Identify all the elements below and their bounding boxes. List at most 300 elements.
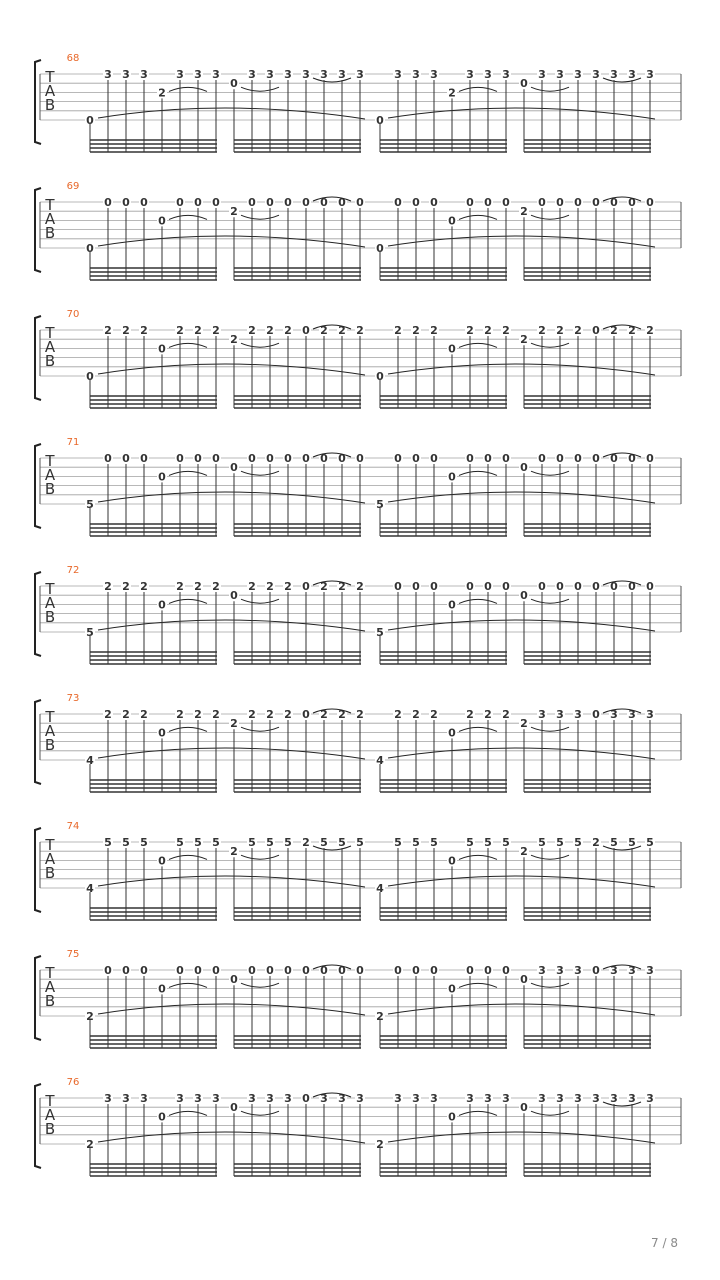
tab-clef-letter: B xyxy=(44,1120,56,1138)
fret-number-treble: 2 xyxy=(176,580,184,593)
fret-number-treble: 0 xyxy=(104,964,112,977)
fret-number-middle: 2 xyxy=(302,836,310,849)
fret-number-treble: 0 xyxy=(320,452,328,465)
fret-number-middle: 0 xyxy=(158,982,166,996)
fret-number-treble: 2 xyxy=(356,580,364,593)
fret-number-treble: 0 xyxy=(502,580,510,593)
measure-number: 74 xyxy=(66,821,80,832)
tie-arc xyxy=(459,471,497,475)
fret-number-treble: 2 xyxy=(412,324,420,337)
fret-number-treble: 0 xyxy=(646,580,654,593)
fret-number-treble: 0 xyxy=(466,580,474,593)
fret-number-treble: 0 xyxy=(122,452,130,465)
fret-number-treble: 3 xyxy=(646,68,654,81)
tab-clef-letter: T xyxy=(45,580,55,598)
fret-number-middle: 0 xyxy=(520,1101,528,1115)
tie-arc xyxy=(531,87,569,91)
slur-arc xyxy=(98,364,365,375)
fret-number-treble: 3 xyxy=(646,708,654,721)
fret-number-treble: 2 xyxy=(212,580,220,593)
fret-number-middle: 2 xyxy=(230,333,238,347)
tie-arc xyxy=(459,87,497,91)
slur-arc xyxy=(98,1132,365,1143)
fret-number-treble: 2 xyxy=(646,324,654,337)
tab-clef-letter: A xyxy=(44,338,56,356)
fret-number-bass: 0 xyxy=(86,114,94,127)
fret-number-treble: 0 xyxy=(502,452,510,465)
fret-number-treble: 2 xyxy=(394,708,402,721)
fret-number-treble: 0 xyxy=(430,452,438,465)
fret-number-treble: 3 xyxy=(574,708,582,721)
fret-number-treble: 2 xyxy=(176,708,184,721)
measure-number: 73 xyxy=(66,693,80,704)
fret-number-treble: 0 xyxy=(430,964,438,977)
tie-arc xyxy=(241,343,279,347)
fret-number-treble: 3 xyxy=(194,1092,202,1105)
fret-number-treble: 3 xyxy=(338,1092,346,1105)
fret-number-treble: 0 xyxy=(484,580,492,593)
fret-number-bass: 4 xyxy=(376,882,384,895)
fret-number-treble: 3 xyxy=(628,68,636,81)
fret-number-treble: 0 xyxy=(394,452,402,465)
fret-number-bass: 2 xyxy=(376,1138,384,1151)
fret-number-middle: 0 xyxy=(592,196,600,209)
fret-number-treble: 2 xyxy=(284,580,292,593)
fret-number-treble: 0 xyxy=(646,452,654,465)
fret-number-middle: 0 xyxy=(448,342,456,356)
fret-number-middle: 0 xyxy=(302,196,310,209)
fret-number-treble: 5 xyxy=(176,836,184,849)
fret-number-treble: 3 xyxy=(556,964,564,977)
fret-number-treble: 2 xyxy=(502,708,510,721)
fret-number-treble: 2 xyxy=(266,580,274,593)
fret-number-treble: 5 xyxy=(502,836,510,849)
fret-number-treble: 0 xyxy=(284,196,292,209)
fret-number-treble: 2 xyxy=(212,708,220,721)
fret-number-treble: 5 xyxy=(194,836,202,849)
fret-number-treble: 3 xyxy=(176,68,184,81)
tab-clef-letter: A xyxy=(44,82,56,100)
fret-number-treble: 0 xyxy=(212,964,220,977)
tab-clef-letter: B xyxy=(44,480,56,498)
fret-number-treble: 2 xyxy=(122,580,130,593)
tab-clef-letter: B xyxy=(44,224,56,242)
tie-arc xyxy=(241,727,279,731)
fret-number-treble: 0 xyxy=(394,196,402,209)
fret-number-treble: 3 xyxy=(412,1092,420,1105)
tab-clef-letter: T xyxy=(45,452,55,470)
fret-number-treble: 2 xyxy=(502,324,510,337)
fret-number-treble: 0 xyxy=(538,452,546,465)
tie-arc xyxy=(169,471,207,475)
fret-number-treble: 0 xyxy=(266,964,274,977)
fret-number-middle: 0 xyxy=(592,580,600,593)
tab-clef-letter: A xyxy=(44,1106,56,1124)
fret-number-treble: 2 xyxy=(284,324,292,337)
fret-number-treble: 0 xyxy=(610,452,618,465)
fret-number-treble: 0 xyxy=(646,196,654,209)
fret-number-treble: 0 xyxy=(212,196,220,209)
fret-number-treble: 0 xyxy=(356,964,364,977)
fret-number-bass: 0 xyxy=(376,114,384,127)
fret-number-treble: 0 xyxy=(122,196,130,209)
fret-number-treble: 5 xyxy=(556,836,564,849)
fret-number-treble: 0 xyxy=(556,196,564,209)
fret-number-treble: 3 xyxy=(430,1092,438,1105)
fret-number-middle: 0 xyxy=(448,1110,456,1124)
tab-clef-letter: T xyxy=(45,68,55,86)
fret-number-treble: 3 xyxy=(248,1092,256,1105)
fret-number-bass: 4 xyxy=(86,882,94,895)
fret-number-treble: 0 xyxy=(556,452,564,465)
fret-number-treble: 3 xyxy=(556,68,564,81)
tab-clef-letter: T xyxy=(45,1092,55,1110)
fret-number-treble: 0 xyxy=(248,196,256,209)
tab-clef-letter: T xyxy=(45,196,55,214)
fret-number-treble: 0 xyxy=(194,964,202,977)
fret-number-middle: 0 xyxy=(302,580,310,593)
tie-arc xyxy=(169,87,207,91)
fret-number-middle: 0 xyxy=(302,452,310,465)
slur-arc xyxy=(388,492,655,503)
fret-number-treble: 3 xyxy=(122,1092,130,1105)
fret-number-treble: 2 xyxy=(194,708,202,721)
tab-clef-letter: B xyxy=(44,608,56,626)
tab-clef-letter: B xyxy=(44,992,56,1010)
fret-number-treble: 0 xyxy=(122,964,130,977)
fret-number-treble: 0 xyxy=(574,452,582,465)
fret-number-treble: 0 xyxy=(430,196,438,209)
fret-number-treble: 0 xyxy=(248,964,256,977)
fret-number-treble: 2 xyxy=(140,324,148,337)
tie-arc xyxy=(531,1111,569,1115)
fret-number-treble: 2 xyxy=(140,708,148,721)
fret-number-bass: 0 xyxy=(86,242,94,255)
fret-number-treble: 3 xyxy=(412,68,420,81)
fret-number-treble: 2 xyxy=(338,580,346,593)
fret-number-middle: 0 xyxy=(158,214,166,228)
fret-number-treble: 3 xyxy=(610,708,618,721)
fret-number-treble: 0 xyxy=(484,452,492,465)
fret-number-treble: 0 xyxy=(466,964,474,977)
fret-number-treble: 3 xyxy=(194,68,202,81)
fret-number-treble: 5 xyxy=(394,836,402,849)
fret-number-treble: 2 xyxy=(574,324,582,337)
measure-number: 71 xyxy=(66,437,80,448)
slur-arc xyxy=(98,108,365,119)
tie-arc xyxy=(459,1111,497,1115)
fret-number-treble: 3 xyxy=(212,68,220,81)
tie-arc xyxy=(459,855,497,859)
fret-number-treble: 5 xyxy=(338,836,346,849)
tab-clef-letter: A xyxy=(44,594,56,612)
fret-number-treble: 2 xyxy=(356,708,364,721)
fret-number-treble: 3 xyxy=(266,1092,274,1105)
fret-number-treble: 3 xyxy=(646,1092,654,1105)
fret-number-treble: 2 xyxy=(556,324,564,337)
fret-number-treble: 3 xyxy=(320,68,328,81)
fret-number-treble: 5 xyxy=(104,836,112,849)
fret-number-treble: 5 xyxy=(430,836,438,849)
tab-clef-letter: A xyxy=(44,722,56,740)
fret-number-treble: 3 xyxy=(104,68,112,81)
fret-number-treble: 0 xyxy=(538,580,546,593)
fret-number-middle: 0 xyxy=(448,214,456,228)
fret-number-middle: 0 xyxy=(592,964,600,977)
tab-clef-letter: B xyxy=(44,864,56,882)
fret-number-treble: 2 xyxy=(628,324,636,337)
fret-number-treble: 3 xyxy=(356,68,364,81)
fret-number-middle: 0 xyxy=(158,1110,166,1124)
fret-number-treble: 2 xyxy=(356,324,364,337)
fret-number-treble: 2 xyxy=(412,708,420,721)
fret-number-treble: 3 xyxy=(610,964,618,977)
fret-number-treble: 0 xyxy=(502,964,510,977)
fret-number-treble: 0 xyxy=(628,196,636,209)
tie-arc xyxy=(531,599,569,603)
fret-number-treble: 2 xyxy=(320,580,328,593)
fret-number-middle: 0 xyxy=(592,708,600,721)
fret-number-middle: 0 xyxy=(230,461,238,475)
fret-number-middle: 0 xyxy=(520,77,528,91)
tie-arc xyxy=(169,343,207,347)
fret-number-middle: 0 xyxy=(158,598,166,612)
fret-number-middle: 3 xyxy=(302,68,310,81)
fret-number-treble: 0 xyxy=(610,196,618,209)
fret-number-middle: 0 xyxy=(448,598,456,612)
tie-arc xyxy=(241,983,279,987)
tie-arc xyxy=(241,599,279,603)
fret-number-treble: 0 xyxy=(412,196,420,209)
fret-number-treble: 0 xyxy=(320,964,328,977)
fret-number-treble: 0 xyxy=(628,580,636,593)
fret-number-treble: 5 xyxy=(212,836,220,849)
fret-number-treble: 0 xyxy=(574,580,582,593)
fret-number-treble: 3 xyxy=(538,68,546,81)
fret-number-treble: 0 xyxy=(574,196,582,209)
fret-number-treble: 5 xyxy=(610,836,618,849)
fret-number-treble: 2 xyxy=(320,708,328,721)
tab-system xyxy=(35,565,681,664)
fret-number-bass: 5 xyxy=(376,626,384,639)
slur-arc xyxy=(388,1132,655,1143)
fret-number-middle: 0 xyxy=(158,342,166,356)
fret-number-treble: 0 xyxy=(356,196,364,209)
tie-arc xyxy=(459,599,497,603)
tab-clef-letter: A xyxy=(44,466,56,484)
tie-arc xyxy=(531,983,569,987)
fret-number-middle: 2 xyxy=(448,86,456,100)
tie-arc xyxy=(169,1111,207,1115)
fret-number-treble: 0 xyxy=(338,452,346,465)
fret-number-treble: 5 xyxy=(628,836,636,849)
fret-number-bass: 0 xyxy=(376,242,384,255)
tie-arc xyxy=(241,215,279,219)
fret-number-treble: 3 xyxy=(176,1092,184,1105)
tab-system xyxy=(35,309,681,408)
fret-number-treble: 3 xyxy=(466,68,474,81)
slur-arc xyxy=(388,1004,655,1015)
tie-arc xyxy=(459,215,497,219)
tie-arc xyxy=(531,471,569,475)
fret-number-treble: 3 xyxy=(646,964,654,977)
tie-arc xyxy=(531,855,569,859)
tab-clef-letter: T xyxy=(45,964,55,982)
fret-number-treble: 0 xyxy=(176,964,184,977)
fret-number-treble: 0 xyxy=(466,196,474,209)
fret-number-treble: 0 xyxy=(284,964,292,977)
fret-number-middle: 2 xyxy=(230,717,238,731)
fret-number-treble: 0 xyxy=(104,196,112,209)
measure-number: 75 xyxy=(66,949,80,960)
fret-number-bass: 0 xyxy=(86,370,94,383)
fret-number-middle: 2 xyxy=(592,836,600,849)
fret-number-treble: 2 xyxy=(248,580,256,593)
fret-number-treble: 0 xyxy=(610,580,618,593)
fret-number-middle: 0 xyxy=(302,1092,310,1105)
fret-number-treble: 2 xyxy=(212,324,220,337)
fret-number-treble: 2 xyxy=(466,708,474,721)
slur-arc xyxy=(98,492,365,503)
fret-number-treble: 2 xyxy=(248,708,256,721)
fret-number-treble: 3 xyxy=(140,1092,148,1105)
fret-number-treble: 0 xyxy=(412,452,420,465)
fret-number-treble: 5 xyxy=(646,836,654,849)
fret-number-treble: 3 xyxy=(356,1092,364,1105)
fret-number-treble: 3 xyxy=(484,1092,492,1105)
fret-number-treble: 3 xyxy=(338,68,346,81)
fret-number-treble: 5 xyxy=(356,836,364,849)
fret-number-middle: 2 xyxy=(230,205,238,219)
tab-clef-letter: A xyxy=(44,850,56,868)
measure-number: 76 xyxy=(66,1077,80,1088)
fret-number-middle: 0 xyxy=(448,982,456,996)
fret-number-middle: 2 xyxy=(520,845,528,859)
fret-number-middle: 0 xyxy=(448,726,456,740)
measure-number: 70 xyxy=(66,309,80,320)
fret-number-middle: 0 xyxy=(520,973,528,987)
fret-number-middle: 0 xyxy=(520,461,528,475)
fret-number-middle: 0 xyxy=(230,973,238,987)
tie-arc xyxy=(459,343,497,347)
fret-number-treble: 0 xyxy=(430,580,438,593)
fret-number-middle: 0 xyxy=(302,324,310,337)
fret-number-treble: 3 xyxy=(538,1092,546,1105)
tab-clef-letter: A xyxy=(44,210,56,228)
fret-number-middle: 0 xyxy=(520,589,528,603)
fret-number-middle: 2 xyxy=(158,86,166,100)
fret-number-treble: 5 xyxy=(140,836,148,849)
fret-number-treble: 2 xyxy=(538,324,546,337)
fret-number-treble: 3 xyxy=(502,68,510,81)
tie-arc xyxy=(531,343,569,347)
fret-number-treble: 3 xyxy=(574,68,582,81)
fret-number-treble: 0 xyxy=(104,452,112,465)
fret-number-treble: 3 xyxy=(538,708,546,721)
tie-arc xyxy=(459,983,497,987)
fret-number-treble: 2 xyxy=(394,324,402,337)
fret-number-treble: 0 xyxy=(412,580,420,593)
fret-number-treble: 0 xyxy=(176,196,184,209)
tab-system xyxy=(35,949,681,1048)
fret-number-treble: 2 xyxy=(194,580,202,593)
fret-number-treble: 0 xyxy=(140,452,148,465)
fret-number-treble: 2 xyxy=(320,324,328,337)
fret-number-treble: 5 xyxy=(574,836,582,849)
fret-number-treble: 3 xyxy=(122,68,130,81)
fret-number-treble: 0 xyxy=(212,452,220,465)
tie-arc xyxy=(241,87,279,91)
fret-number-treble: 5 xyxy=(320,836,328,849)
fret-number-treble: 0 xyxy=(248,452,256,465)
tab-system xyxy=(35,437,681,536)
fret-number-treble: 3 xyxy=(574,1092,582,1105)
tab-clef-letter: T xyxy=(45,324,55,342)
slur-arc xyxy=(98,236,365,247)
fret-number-treble: 5 xyxy=(484,836,492,849)
slur-arc xyxy=(98,748,365,759)
fret-number-treble: 2 xyxy=(266,324,274,337)
fret-number-bass: 5 xyxy=(86,626,94,639)
fret-number-treble: 2 xyxy=(338,324,346,337)
fret-number-treble: 3 xyxy=(610,68,618,81)
fret-number-middle: 0 xyxy=(592,452,600,465)
fret-number-middle: 2 xyxy=(230,845,238,859)
fret-number-treble: 0 xyxy=(466,452,474,465)
measure-number: 68 xyxy=(66,53,80,64)
fret-number-treble: 3 xyxy=(628,708,636,721)
tie-arc xyxy=(531,727,569,731)
tie-arc xyxy=(169,983,207,987)
fret-number-bass: 5 xyxy=(376,498,384,511)
fret-number-treble: 2 xyxy=(176,324,184,337)
fret-number-treble: 3 xyxy=(466,1092,474,1105)
fret-number-treble: 5 xyxy=(248,836,256,849)
fret-number-treble: 3 xyxy=(430,68,438,81)
fret-number-treble: 2 xyxy=(430,708,438,721)
tie-arc xyxy=(169,855,207,859)
fret-number-treble: 0 xyxy=(356,452,364,465)
fret-number-treble: 2 xyxy=(610,324,618,337)
fret-number-treble: 2 xyxy=(430,324,438,337)
fret-number-treble: 3 xyxy=(574,964,582,977)
fret-number-treble: 0 xyxy=(338,196,346,209)
tab-clef-letter: T xyxy=(45,708,55,726)
fret-number-treble: 0 xyxy=(194,452,202,465)
fret-number-treble: 3 xyxy=(104,1092,112,1105)
fret-number-treble: 2 xyxy=(104,580,112,593)
fret-number-treble: 3 xyxy=(248,68,256,81)
tie-arc xyxy=(241,471,279,475)
fret-number-middle: 0 xyxy=(302,708,310,721)
fret-number-treble: 0 xyxy=(284,452,292,465)
fret-number-treble: 3 xyxy=(284,68,292,81)
fret-number-bass: 2 xyxy=(86,1138,94,1151)
slur-arc xyxy=(98,876,365,887)
page-indicator: 7 / 8 xyxy=(651,1236,678,1250)
fret-number-treble: 0 xyxy=(556,580,564,593)
fret-number-bass: 0 xyxy=(376,370,384,383)
slur-arc xyxy=(388,620,655,631)
fret-number-middle: 2 xyxy=(520,205,528,219)
tab-clef-letter: B xyxy=(44,736,56,754)
slur-arc xyxy=(98,1004,365,1015)
fret-number-treble: 5 xyxy=(284,836,292,849)
tab-system xyxy=(35,821,681,920)
fret-number-treble: 2 xyxy=(248,324,256,337)
fret-number-treble: 2 xyxy=(122,708,130,721)
fret-number-treble: 3 xyxy=(284,1092,292,1105)
